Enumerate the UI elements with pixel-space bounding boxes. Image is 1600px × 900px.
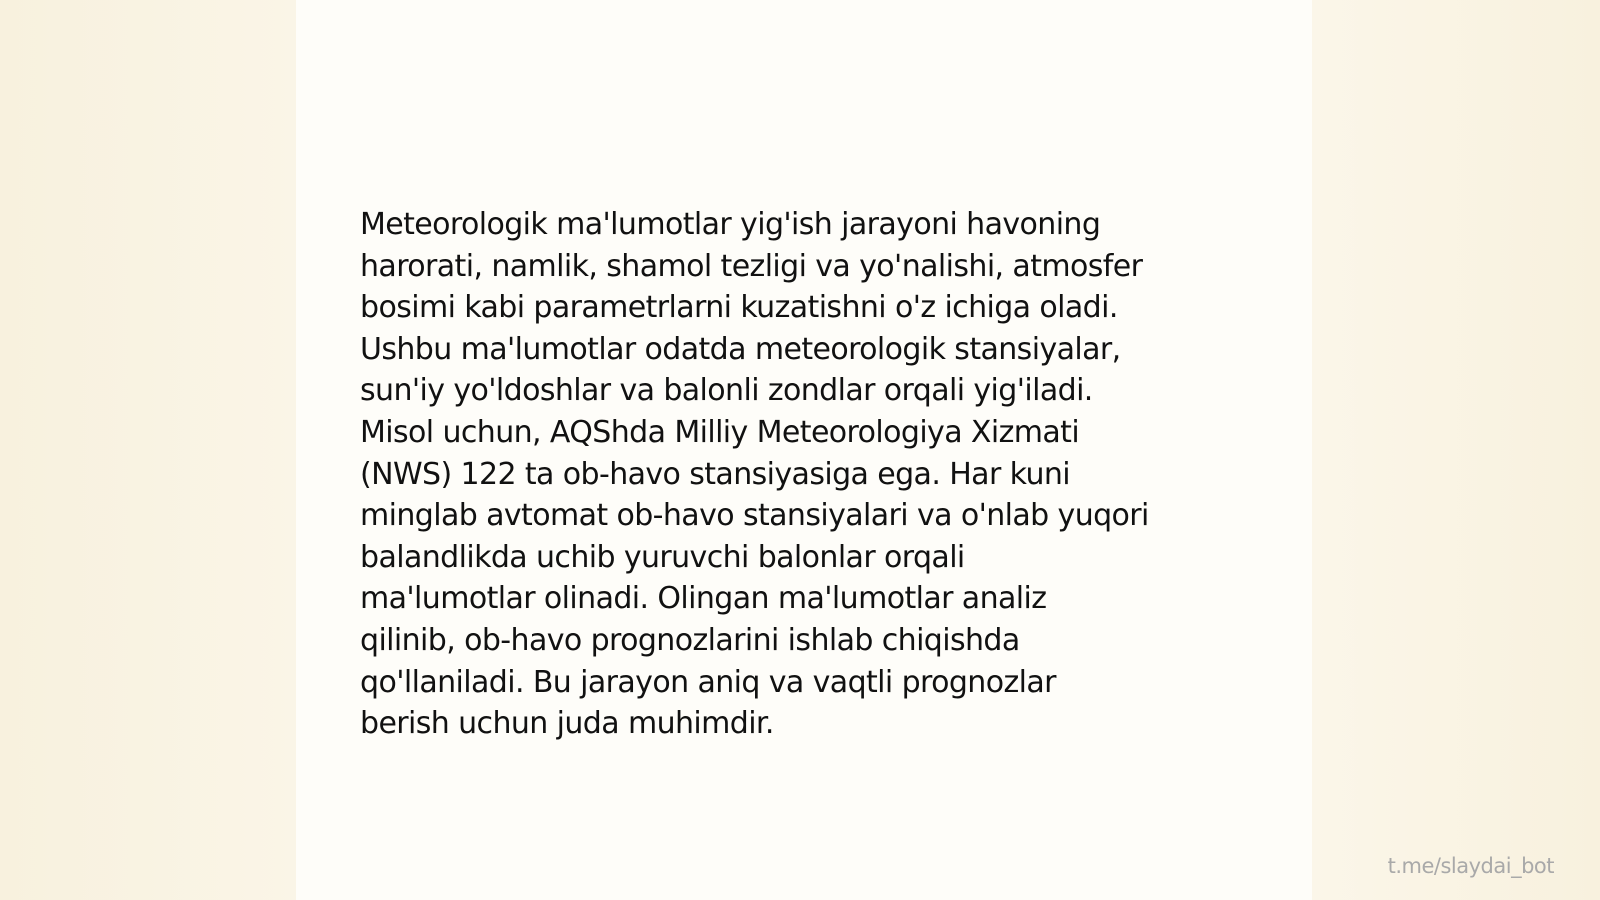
right-background-margin — [1312, 0, 1600, 900]
body-text-line: ma'lumotlar olinadi. Olingan ma'lumotlar analiz — [360, 581, 1047, 617]
body-text-line: Ushbu ma'lumotlar odatda meteorologik stansiyalar, — [360, 331, 1121, 367]
slide-body-text — [360, 204, 1260, 745]
slide-panel — [296, 0, 1312, 900]
watermark-text: t.me/slaydai_bot — [1387, 854, 1554, 878]
body-text-line: sun'iy yo'ldoshlar va balonli zondlar orqali yig'iladi. — [360, 373, 1093, 409]
body-text-line: balandlikda uchib yuruvchi balonlar orqali — [360, 539, 965, 575]
body-text-line: harorati, namlik, shamol tezligi va yo'nalishi, atmosfer — [360, 248, 1143, 284]
body-text-line: minglab avtomat ob-havo stansiyalari va o'nlab yuqori — [360, 498, 1149, 534]
body-text-line: berish uchun juda muhimdir. — [360, 706, 774, 742]
body-text-line: (NWS) 122 ta ob-havo stansiyasiga ega. Har kuni — [360, 456, 1071, 492]
body-text-line: qo'llaniladi. Bu jarayon aniq va vaqtli prognozlar — [360, 664, 1056, 700]
body-text-line: qilinib, ob-havo prognozlarini ishlab chiqishda — [360, 622, 1020, 658]
left-background-margin — [0, 0, 296, 900]
body-text-line: Meteorologik ma'lumotlar yig'ish jarayoni havoning — [360, 207, 1101, 242]
body-text-line: bosimi kabi parametrlarni kuzatishni o'z ichiga oladi. — [360, 290, 1118, 326]
body-text-line: Misol uchun, AQShda Milliy Meteorologiya Xizmati — [360, 414, 1080, 450]
